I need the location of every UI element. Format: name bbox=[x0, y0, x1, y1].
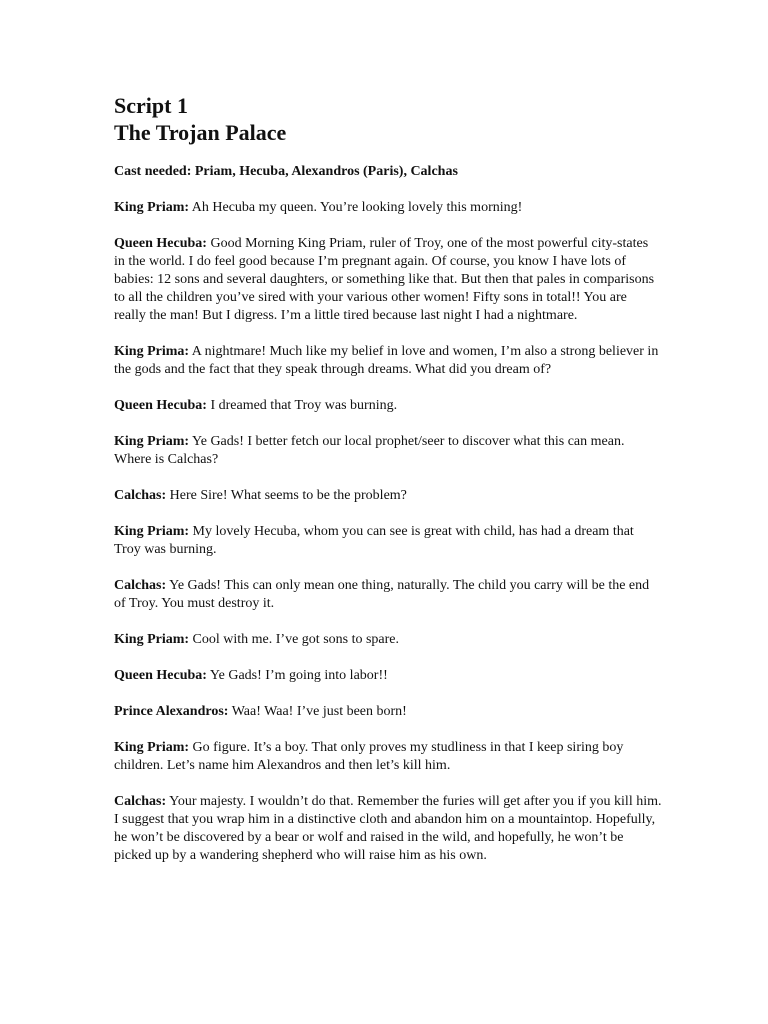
script-label: Script 1 bbox=[114, 93, 188, 118]
dialogue-line bbox=[114, 343, 662, 379]
speaker-name: Calchas: bbox=[114, 578, 167, 593]
dialogue-line bbox=[114, 703, 662, 721]
speaker-name: King Priam: bbox=[114, 434, 190, 449]
dialogue-text: Ah Hecuba my queen. You’re looking lovely this morning! bbox=[189, 200, 523, 215]
dialogue-text: A nightmare! Much like my belief in love and women, I’m also a strong believer in the gods and the fact that they speak through dreams. What did you dream of? bbox=[114, 344, 659, 377]
dialogue-text: Good Morning King Priam, ruler of Troy, one of the most powerful city-states in the world. I do feel good because I’m pregnant again. Of course, you know I have lots of babies: 12 sons and several daughters, or something like that. But then that pales in comparisons to all the children you’ve sired with your various other women! Fifty sons in total!! You are really the man! But I digress. I’m a little tired because last night I had a nightmare. bbox=[114, 236, 655, 323]
dialogue-text: My lovely Hecuba, whom you can see is great with child, has had a dream that Troy was burning. bbox=[114, 524, 634, 557]
speaker-name: Calchas: bbox=[114, 488, 167, 503]
speaker-name: King Priam: bbox=[114, 524, 190, 539]
dialogue-line bbox=[114, 577, 662, 613]
dialogue-text: Ye Gads! This can only mean one thing, naturally. The child you carry will be the end of Troy. You must destroy it. bbox=[114, 578, 650, 611]
speaker-name: King Prima: bbox=[114, 344, 190, 359]
script-page bbox=[114, 92, 662, 865]
dialogue-line bbox=[114, 739, 662, 775]
speaker-name: King Priam: bbox=[114, 740, 190, 755]
speaker-name: King Priam: bbox=[114, 632, 190, 647]
cast-list: Cast needed: Priam, Hecuba, Alexandros (Paris), Calchas bbox=[114, 164, 458, 179]
speaker-name: Queen Hecuba: bbox=[114, 236, 207, 251]
script-title: The Trojan Palace bbox=[114, 120, 287, 145]
dialogue-text: Ye Gads! I better fetch our local prophet/seer to discover what this can mean. Where is Calchas? bbox=[114, 434, 625, 467]
speaker-name: Queen Hecuba: bbox=[114, 398, 207, 413]
dialogue-line bbox=[114, 523, 662, 559]
dialogue-line bbox=[114, 433, 662, 469]
dialogue-line bbox=[114, 397, 662, 415]
speaker-name: King Priam: bbox=[114, 200, 190, 215]
dialogue-line bbox=[114, 487, 662, 505]
speaker-name: Calchas: bbox=[114, 794, 167, 809]
dialogue-line bbox=[114, 235, 662, 325]
dialogue-text: Your majesty. I wouldn’t do that. Remember the furies will get after you if you kill him. I suggest that you wrap him in a distinctive cloth and abandon him on a mountaintop. Hopefully, he won’t be discovered by a bear or wolf and raised in the wild, and hopefully, he won’t be picked up by a wandering shepherd who will raise him as his own. bbox=[114, 794, 662, 863]
dialogue-text: Go figure. It’s a boy. That only proves my studliness in that I keep siring boy children. Let’s name him Alexandros and then let’s kill him. bbox=[114, 740, 624, 773]
dialogue-line bbox=[114, 199, 662, 217]
dialogue-text: Waa! Waa! I’ve just been born! bbox=[228, 704, 407, 719]
dialogue-text: Here Sire! What seems to be the problem? bbox=[166, 488, 407, 503]
dialogue-text: I dreamed that Troy was burning. bbox=[206, 398, 398, 413]
dialogue-line bbox=[114, 631, 662, 649]
speaker-name: Queen Hecuba: bbox=[114, 668, 207, 683]
dialogue-line bbox=[114, 793, 662, 865]
speaker-name: Prince Alexandros: bbox=[114, 704, 229, 719]
dialogue-line bbox=[114, 667, 662, 685]
dialogue-text: Ye Gads! I’m going into labor!! bbox=[206, 668, 388, 683]
dialogue-text: Cool with me. I’ve got sons to spare. bbox=[189, 632, 400, 647]
